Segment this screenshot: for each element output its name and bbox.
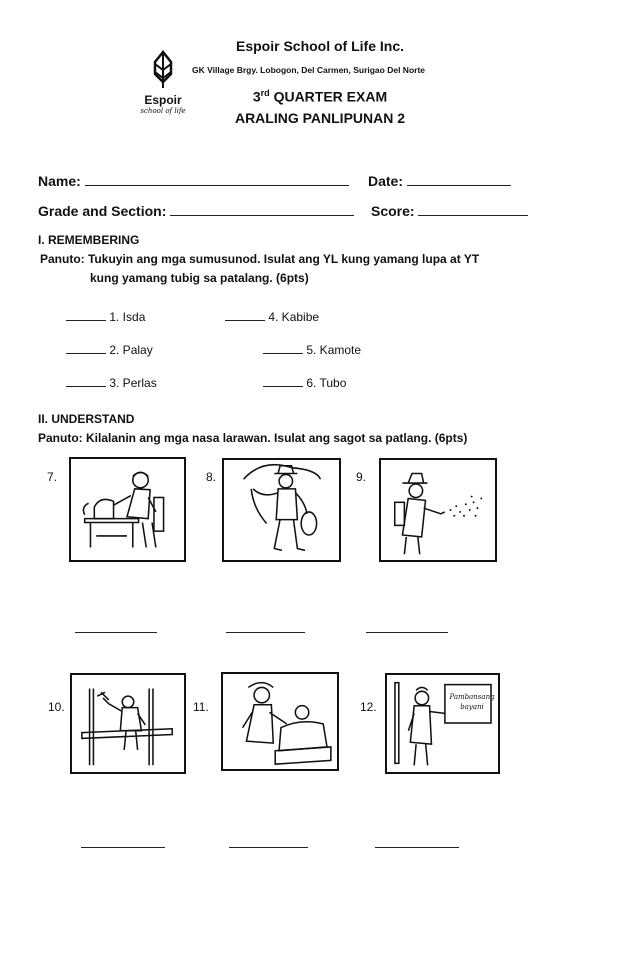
item-label: 4. Kabibe <box>268 310 320 324</box>
section1-title: I. REMEMBERING <box>38 233 140 247</box>
section1-instructions-line2: kung yamang tubig sa patalang. (6pts) <box>90 271 309 285</box>
logo-tagline: school of life <box>140 107 186 115</box>
grade-section-label: Grade and Section: <box>38 203 167 219</box>
list-item <box>66 376 157 390</box>
item-label: 6. Tubo <box>306 376 347 390</box>
name-field <box>38 173 349 189</box>
name-blank[interactable] <box>85 185 349 186</box>
grade-section-blank[interactable] <box>170 215 354 216</box>
school-address: GK Village Brgy. Lobogon, Del Carmen, Surigao Del Norte <box>192 65 425 75</box>
name-label: Name: <box>38 173 81 189</box>
picture-7 <box>69 457 186 562</box>
score-field <box>371 203 528 219</box>
question-number: 10. <box>48 700 65 714</box>
item-label: 5. Kamote <box>306 343 362 357</box>
list-item <box>263 343 361 357</box>
picture-8 <box>222 458 341 562</box>
board-text-line1: Pambansang <box>449 693 495 701</box>
answer-blank[interactable] <box>263 353 303 354</box>
list-item <box>225 310 319 324</box>
picture-9 <box>379 458 497 562</box>
grade-section-field <box>38 203 354 219</box>
list-item <box>66 343 153 357</box>
list-item <box>66 310 145 324</box>
question-number: 8. <box>206 470 217 484</box>
teacher-board-icon <box>387 675 498 772</box>
answer-line[interactable] <box>75 632 157 633</box>
score-blank[interactable] <box>418 215 528 216</box>
picture-10 <box>70 673 186 774</box>
picture-11 <box>221 672 339 771</box>
exam-ordinal: 3 <box>252 88 261 105</box>
section2-instructions: Panuto: Kilalanin ang mga nasa larawan. Isulat ang sagot sa patlang. (6pts) <box>38 431 468 445</box>
answer-line[interactable] <box>81 847 165 848</box>
question-number: 12. <box>360 700 377 714</box>
answer-blank[interactable] <box>66 353 106 354</box>
board-text-line2: bayani <box>460 703 484 711</box>
item-label: 2. Palay <box>109 343 153 357</box>
answer-line[interactable] <box>375 847 459 848</box>
answer-blank[interactable] <box>225 320 265 321</box>
date-label: Date: <box>368 173 404 189</box>
school-name: Espoir School of Life Inc. <box>235 38 404 54</box>
section2-title: II. UNDERSTAND <box>38 412 135 426</box>
answer-line[interactable] <box>226 632 305 633</box>
answer-line[interactable] <box>366 632 448 633</box>
tree-logo-icon <box>136 50 190 90</box>
question-number: 11. <box>193 700 209 714</box>
nurse-patient-icon <box>223 674 337 769</box>
answer-blank[interactable] <box>263 386 303 387</box>
answer-blank[interactable] <box>66 320 106 321</box>
exam-title-text: QUARTER EXAM <box>273 88 388 105</box>
exam-title <box>190 88 450 105</box>
section1-instructions-line1: Panuto: Tukuyin ang mga sumusunod. Isulat ang YL kung yamang lupa at YT <box>40 252 480 266</box>
exam-ordinal-suffix: rd <box>260 88 270 98</box>
picture-12 <box>385 673 500 774</box>
logo-text: Espoir <box>144 93 182 107</box>
school-logo <box>136 50 190 115</box>
item-label: 1. Isda <box>109 310 146 324</box>
subject-title: ARALING PANLIPUNAN 2 <box>234 110 406 126</box>
answer-blank[interactable] <box>66 386 106 387</box>
farmer-spraying-icon <box>381 460 495 560</box>
carpenter-hammer-icon <box>72 675 184 772</box>
date-blank[interactable] <box>407 185 511 186</box>
cowboy-rope-icon <box>224 460 339 560</box>
question-number: 7. <box>47 470 58 484</box>
list-item <box>263 376 346 390</box>
answer-line[interactable] <box>229 847 308 848</box>
item-label: 3. Perlas <box>109 376 157 390</box>
date-field <box>368 173 511 189</box>
question-number: 9. <box>356 470 367 484</box>
score-label: Score: <box>371 203 415 219</box>
tailor-sewing-icon <box>71 459 184 560</box>
